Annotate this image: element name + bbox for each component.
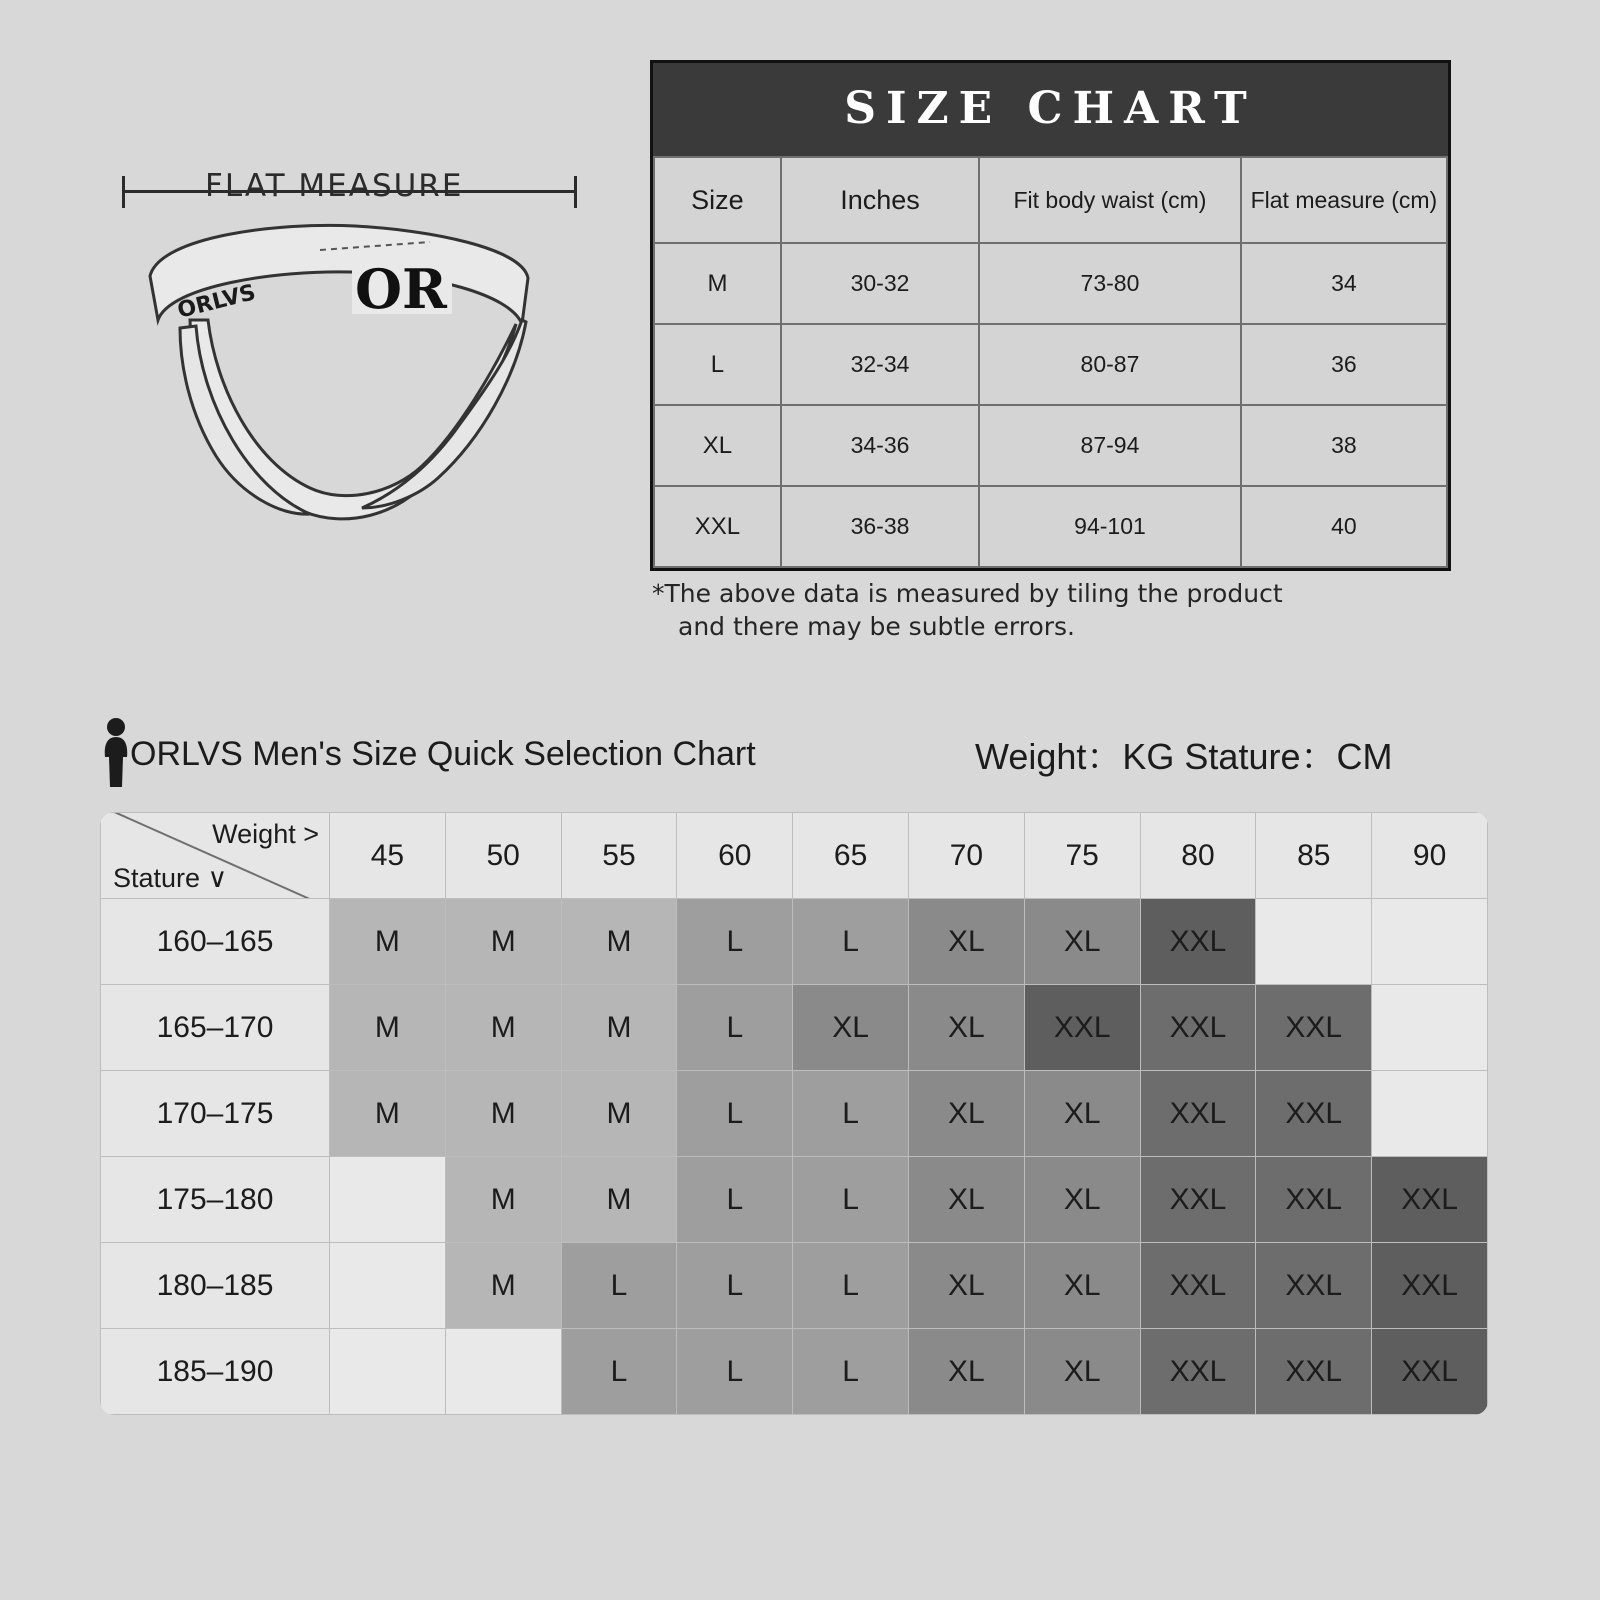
size-recommendation-cell: L (793, 1157, 909, 1243)
table-row (101, 899, 1488, 985)
size-recommendation-cell (330, 1329, 446, 1415)
size-cell: XXL (654, 486, 781, 567)
weight-column-header: 90 (1372, 813, 1488, 899)
table-row (654, 405, 1447, 486)
weight-column-header: 65 (793, 813, 909, 899)
size-recommendation-cell (445, 1329, 561, 1415)
size-chart-note (652, 578, 1452, 643)
svg-text:OR: OR (355, 257, 447, 321)
quick-table-header-row (101, 813, 1488, 899)
flat-cell: 34 (1241, 243, 1447, 324)
waist-cell: 80-87 (979, 324, 1241, 405)
size-recommendation-cell: XXL (1140, 1157, 1256, 1243)
weight-column-header: 80 (1140, 813, 1256, 899)
size-chart-col-size: Size (654, 157, 781, 243)
size-recommendation-cell: L (677, 899, 793, 985)
size-recommendation-cell: XL (1024, 1071, 1140, 1157)
size-recommendation-cell: L (677, 1243, 793, 1329)
size-chart-col-flat-measure: Flat measure (cm) (1241, 157, 1447, 243)
size-recommendation-cell: M (330, 985, 446, 1071)
size-recommendation-cell (330, 1157, 446, 1243)
size-recommendation-cell: M (330, 1071, 446, 1157)
size-recommendation-cell: XL (1024, 899, 1140, 985)
size-recommendation-cell: XXL (1256, 1329, 1372, 1415)
inches-cell: 34-36 (781, 405, 979, 486)
stature-row-header: 165–170 (101, 985, 330, 1071)
size-chart-col-inches: Inches (781, 157, 979, 243)
size-chart-note-line2: and there may be subtle errors. (678, 611, 1075, 641)
size-recommendation-cell: XL (1024, 1243, 1140, 1329)
size-recommendation-cell: L (677, 1157, 793, 1243)
size-recommendation-cell: M (561, 899, 677, 985)
size-recommendation-cell: M (445, 1071, 561, 1157)
size-recommendation-cell: XXL (1372, 1157, 1488, 1243)
size-chart-header-row (654, 157, 1447, 243)
size-recommendation-cell (1372, 1071, 1488, 1157)
size-recommendation-cell (1372, 985, 1488, 1071)
size-recommendation-cell: L (561, 1329, 677, 1415)
top-section (0, 0, 1600, 690)
inches-cell: 36-38 (781, 486, 979, 567)
weight-column-header: 55 (561, 813, 677, 899)
garment-diagram (130, 216, 570, 556)
stature-row-header: 180–185 (101, 1243, 330, 1329)
size-recommendation-cell: L (793, 1071, 909, 1157)
size-recommendation-cell: XXL (1256, 985, 1372, 1071)
flat-measure-caption (110, 160, 610, 216)
size-recommendation-cell: XL (908, 1329, 1024, 1415)
quick-selection-table (100, 812, 1488, 1415)
size-recommendation-cell (1372, 899, 1488, 985)
size-chart-panel (650, 60, 1451, 571)
size-cell: M (654, 243, 781, 324)
size-recommendation-cell: L (677, 1071, 793, 1157)
size-recommendation-cell: L (793, 1329, 909, 1415)
size-recommendation-cell: XL (908, 985, 1024, 1071)
weight-column-header: 50 (445, 813, 561, 899)
weight-column-header: 60 (677, 813, 793, 899)
size-recommendation-cell: XXL (1256, 1157, 1372, 1243)
stature-row-header: 185–190 (101, 1329, 330, 1415)
size-recommendation-cell: XL (908, 1157, 1024, 1243)
flat-measure-illustration (110, 160, 610, 556)
size-recommendation-cell (330, 1243, 446, 1329)
size-recommendation-cell: M (445, 899, 561, 985)
size-recommendation-cell: XXL (1140, 899, 1256, 985)
size-recommendation-cell: XXL (1024, 985, 1140, 1071)
size-cell: L (654, 324, 781, 405)
quick-chart-title: ORLVS Men's Size Quick Selection Chart (130, 735, 756, 773)
size-recommendation-cell: XXL (1140, 1071, 1256, 1157)
weight-column-header: 45 (330, 813, 446, 899)
size-recommendation-cell: XL (908, 1071, 1024, 1157)
size-recommendation-cell: L (561, 1243, 677, 1329)
flat-cell: 36 (1241, 324, 1447, 405)
stature-row-header: 175–180 (101, 1157, 330, 1243)
stature-row-header: 170–175 (101, 1071, 330, 1157)
quick-chart-header (100, 735, 1520, 795)
size-recommendation-cell: XL (908, 1243, 1024, 1329)
weight-column-header: 75 (1024, 813, 1140, 899)
size-cell: XL (654, 405, 781, 486)
size-recommendation-cell: L (677, 1329, 793, 1415)
flat-measure-label: FLAT MEASURE (205, 168, 464, 204)
waist-cell: 73-80 (979, 243, 1241, 324)
table-row (101, 1243, 1488, 1329)
table-row (101, 1329, 1488, 1415)
size-recommendation-cell: L (793, 899, 909, 985)
size-recommendation-cell: XXL (1256, 1071, 1372, 1157)
size-recommendation-cell: XXL (1140, 985, 1256, 1071)
size-recommendation-cell: M (445, 1157, 561, 1243)
weight-axis-label: Weight > (212, 819, 319, 849)
table-row (101, 985, 1488, 1071)
size-recommendation-cell: L (793, 1243, 909, 1329)
size-recommendation-cell: XXL (1140, 1243, 1256, 1329)
size-recommendation-cell: XL (908, 899, 1024, 985)
svg-text:ORLVS: ORLVS (175, 280, 259, 324)
size-chart-note-line1: *The above data is measured by tiling the product (652, 579, 1283, 608)
size-recommendation-cell: M (330, 899, 446, 985)
quick-selection-panel (100, 812, 1488, 1415)
weight-column-header: 85 (1256, 813, 1372, 899)
size-recommendation-cell: XL (793, 985, 909, 1071)
stature-row-header: 160–165 (101, 899, 330, 985)
waist-cell: 94-101 (979, 486, 1241, 567)
quick-chart-units: Weight：KG Stature：CM (975, 736, 1393, 777)
table-row (654, 324, 1447, 405)
stature-axis-label: Stature ∨ (113, 863, 228, 893)
size-recommendation-cell: M (561, 1157, 677, 1243)
size-chart-col-fit-waist: Fit body waist (cm) (979, 157, 1241, 243)
size-chart-table (653, 156, 1448, 568)
table-row (101, 1157, 1488, 1243)
flat-cell: 40 (1241, 486, 1447, 567)
inches-cell: 32-34 (781, 324, 979, 405)
flat-cell: 38 (1241, 405, 1447, 486)
size-recommendation-cell (1256, 899, 1372, 985)
quick-table-corner (101, 813, 330, 899)
size-recommendation-cell: XXL (1256, 1243, 1372, 1329)
size-recommendation-cell: M (561, 1071, 677, 1157)
size-recommendation-cell: L (677, 985, 793, 1071)
table-row (654, 243, 1447, 324)
inches-cell: 30-32 (781, 243, 979, 324)
table-row (101, 1071, 1488, 1157)
table-row (654, 486, 1447, 567)
waist-cell: 87-94 (979, 405, 1241, 486)
size-recommendation-cell: XXL (1372, 1243, 1488, 1329)
size-recommendation-cell: M (445, 985, 561, 1071)
size-recommendation-cell: XL (1024, 1329, 1140, 1415)
size-recommendation-cell: M (561, 985, 677, 1071)
size-chart-title: SIZE CHART (653, 63, 1448, 156)
size-recommendation-cell: M (445, 1243, 561, 1329)
size-recommendation-cell: XXL (1372, 1329, 1488, 1415)
size-recommendation-cell: XXL (1140, 1329, 1256, 1415)
weight-column-header: 70 (908, 813, 1024, 899)
size-recommendation-cell: XL (1024, 1157, 1140, 1243)
